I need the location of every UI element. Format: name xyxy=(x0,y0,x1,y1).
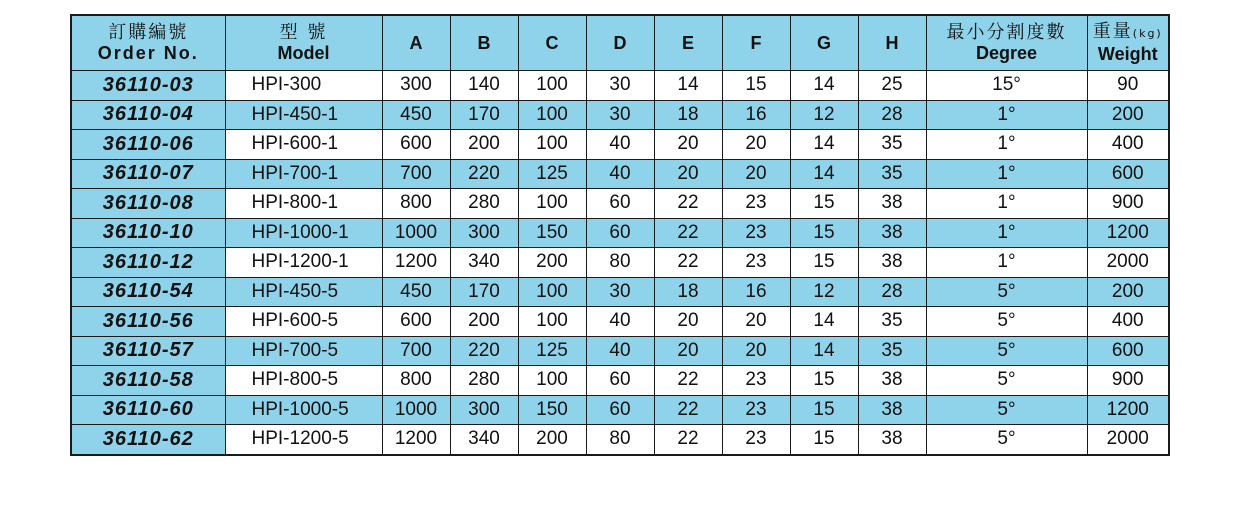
cell-order-no: 36110-08 xyxy=(71,189,225,219)
header-model-zh: 型 號 xyxy=(279,22,328,43)
cell-e: 22 xyxy=(654,395,722,425)
cell-degree: 1° xyxy=(926,218,1087,248)
cell-model: HPI-300 xyxy=(225,71,382,101)
cell-degree: 1° xyxy=(926,159,1087,189)
cell-c: 150 xyxy=(518,218,586,248)
header-weight xyxy=(1087,15,1169,71)
cell-f: 20 xyxy=(722,307,790,337)
cell-h: 38 xyxy=(858,189,926,219)
cell-a: 450 xyxy=(382,100,450,130)
cell-model: HPI-1200-5 xyxy=(225,425,382,455)
cell-order-no: 36110-54 xyxy=(71,277,225,307)
cell-degree: 1° xyxy=(926,248,1087,278)
cell-a: 600 xyxy=(382,130,450,160)
cell-a: 700 xyxy=(382,159,450,189)
cell-model: HPI-700-5 xyxy=(225,336,382,366)
header-model-en: Model xyxy=(277,43,330,63)
cell-a: 450 xyxy=(382,277,450,307)
table-row xyxy=(71,189,1169,219)
cell-a: 800 xyxy=(382,189,450,219)
cell-d: 60 xyxy=(586,189,654,219)
cell-g: 14 xyxy=(790,336,858,366)
cell-model: HPI-600-5 xyxy=(225,307,382,337)
cell-g: 15 xyxy=(790,218,858,248)
cell-b: 170 xyxy=(450,100,518,130)
table-body xyxy=(71,71,1169,455)
cell-e: 20 xyxy=(654,130,722,160)
header-weight-unit: (kg) xyxy=(1132,27,1163,40)
cell-g: 14 xyxy=(790,307,858,337)
cell-d: 60 xyxy=(586,366,654,396)
table-row xyxy=(71,159,1169,189)
cell-g: 14 xyxy=(790,130,858,160)
cell-b: 170 xyxy=(450,277,518,307)
cell-c: 100 xyxy=(518,71,586,101)
header-h: H xyxy=(858,15,926,71)
cell-g: 14 xyxy=(790,71,858,101)
header-order-en: Order No. xyxy=(97,43,199,63)
cell-d: 80 xyxy=(586,425,654,455)
header-order-no xyxy=(71,15,225,71)
cell-order-no: 36110-58 xyxy=(71,366,225,396)
table-row xyxy=(71,71,1169,101)
cell-a: 700 xyxy=(382,336,450,366)
cell-order-no: 36110-07 xyxy=(71,159,225,189)
cell-f: 16 xyxy=(722,100,790,130)
cell-a: 1000 xyxy=(382,395,450,425)
cell-model: HPI-450-5 xyxy=(225,277,382,307)
cell-e: 20 xyxy=(654,336,722,366)
cell-b: 300 xyxy=(450,395,518,425)
cell-f: 23 xyxy=(722,218,790,248)
cell-weight: 900 xyxy=(1087,366,1169,396)
cell-b: 200 xyxy=(450,307,518,337)
cell-weight: 400 xyxy=(1087,307,1169,337)
cell-f: 23 xyxy=(722,395,790,425)
header-b: B xyxy=(450,15,518,71)
header-weight-en: Weight xyxy=(1097,44,1158,64)
cell-c: 100 xyxy=(518,366,586,396)
cell-b: 140 xyxy=(450,71,518,101)
cell-model: HPI-800-1 xyxy=(225,189,382,219)
cell-c: 200 xyxy=(518,425,586,455)
cell-degree: 1° xyxy=(926,130,1087,160)
header-degree xyxy=(926,15,1087,71)
cell-h: 28 xyxy=(858,100,926,130)
cell-b: 280 xyxy=(450,366,518,396)
cell-b: 340 xyxy=(450,425,518,455)
table-row xyxy=(71,307,1169,337)
cell-c: 100 xyxy=(518,189,586,219)
cell-c: 100 xyxy=(518,307,586,337)
cell-h: 38 xyxy=(858,366,926,396)
cell-f: 23 xyxy=(722,425,790,455)
cell-b: 220 xyxy=(450,336,518,366)
cell-c: 125 xyxy=(518,336,586,366)
cell-weight: 2000 xyxy=(1087,425,1169,455)
table-header xyxy=(71,15,1169,71)
header-c: C xyxy=(518,15,586,71)
cell-h: 25 xyxy=(858,71,926,101)
cell-b: 300 xyxy=(450,218,518,248)
cell-h: 38 xyxy=(858,218,926,248)
cell-model: HPI-1200-1 xyxy=(225,248,382,278)
header-weight-zh-line xyxy=(1088,22,1169,44)
cell-a: 300 xyxy=(382,71,450,101)
spec-table xyxy=(70,14,1170,456)
header-f: F xyxy=(722,15,790,71)
header-weight-zh: 重量 xyxy=(1092,21,1133,42)
cell-b: 340 xyxy=(450,248,518,278)
cell-e: 22 xyxy=(654,425,722,455)
cell-weight: 2000 xyxy=(1087,248,1169,278)
cell-d: 60 xyxy=(586,218,654,248)
cell-d: 30 xyxy=(586,100,654,130)
cell-f: 23 xyxy=(722,189,790,219)
cell-weight: 900 xyxy=(1087,189,1169,219)
cell-order-no: 36110-04 xyxy=(71,100,225,130)
header-degree-en: Degree xyxy=(975,43,1038,63)
cell-b: 220 xyxy=(450,159,518,189)
cell-e: 22 xyxy=(654,366,722,396)
cell-h: 38 xyxy=(858,248,926,278)
cell-b: 200 xyxy=(450,130,518,160)
cell-h: 35 xyxy=(858,130,926,160)
cell-e: 22 xyxy=(654,218,722,248)
cell-model: HPI-1000-5 xyxy=(225,395,382,425)
cell-c: 125 xyxy=(518,159,586,189)
cell-h: 28 xyxy=(858,277,926,307)
table-row xyxy=(71,336,1169,366)
cell-f: 23 xyxy=(722,248,790,278)
cell-f: 20 xyxy=(722,159,790,189)
cell-g: 12 xyxy=(790,277,858,307)
cell-degree: 1° xyxy=(926,189,1087,219)
cell-g: 12 xyxy=(790,100,858,130)
cell-h: 35 xyxy=(858,336,926,366)
cell-h: 38 xyxy=(858,425,926,455)
cell-order-no: 36110-10 xyxy=(71,218,225,248)
cell-f: 20 xyxy=(722,130,790,160)
cell-f: 16 xyxy=(722,277,790,307)
cell-d: 30 xyxy=(586,71,654,101)
header-model xyxy=(225,15,382,71)
cell-c: 100 xyxy=(518,277,586,307)
cell-degree: 5° xyxy=(926,277,1087,307)
cell-order-no: 36110-56 xyxy=(71,307,225,337)
cell-f: 15 xyxy=(722,71,790,101)
table-row xyxy=(71,130,1169,160)
header-degree-zh: 最小分割度數 xyxy=(946,22,1067,43)
cell-e: 20 xyxy=(654,159,722,189)
header-d: D xyxy=(586,15,654,71)
cell-degree: 15° xyxy=(926,71,1087,101)
cell-e: 20 xyxy=(654,307,722,337)
cell-degree: 5° xyxy=(926,336,1087,366)
cell-weight: 400 xyxy=(1087,130,1169,160)
cell-weight: 600 xyxy=(1087,159,1169,189)
cell-order-no: 36110-62 xyxy=(71,425,225,455)
cell-g: 15 xyxy=(790,189,858,219)
header-e: E xyxy=(654,15,722,71)
cell-a: 1000 xyxy=(382,218,450,248)
cell-model: HPI-450-1 xyxy=(225,100,382,130)
header-row xyxy=(71,15,1169,71)
table-row xyxy=(71,277,1169,307)
cell-b: 280 xyxy=(450,189,518,219)
cell-d: 40 xyxy=(586,159,654,189)
cell-e: 18 xyxy=(654,277,722,307)
cell-d: 80 xyxy=(586,248,654,278)
cell-g: 14 xyxy=(790,159,858,189)
cell-order-no: 36110-57 xyxy=(71,336,225,366)
cell-h: 35 xyxy=(858,159,926,189)
cell-g: 15 xyxy=(790,248,858,278)
cell-d: 30 xyxy=(586,277,654,307)
table-row xyxy=(71,248,1169,278)
cell-a: 1200 xyxy=(382,425,450,455)
cell-weight: 90 xyxy=(1087,71,1169,101)
cell-h: 38 xyxy=(858,395,926,425)
cell-d: 60 xyxy=(586,395,654,425)
cell-degree: 5° xyxy=(926,307,1087,337)
cell-degree: 1° xyxy=(926,100,1087,130)
cell-g: 15 xyxy=(790,425,858,455)
cell-weight: 1200 xyxy=(1087,395,1169,425)
cell-degree: 5° xyxy=(926,366,1087,396)
cell-model: HPI-800-5 xyxy=(225,366,382,396)
cell-order-no: 36110-06 xyxy=(71,130,225,160)
header-g: G xyxy=(790,15,858,71)
cell-weight: 1200 xyxy=(1087,218,1169,248)
cell-c: 100 xyxy=(518,100,586,130)
cell-degree: 5° xyxy=(926,395,1087,425)
table-row xyxy=(71,395,1169,425)
cell-d: 40 xyxy=(586,130,654,160)
cell-h: 35 xyxy=(858,307,926,337)
cell-model: HPI-700-1 xyxy=(225,159,382,189)
cell-a: 600 xyxy=(382,307,450,337)
table-row xyxy=(71,366,1169,396)
cell-c: 100 xyxy=(518,130,586,160)
cell-model: HPI-1000-1 xyxy=(225,218,382,248)
cell-order-no: 36110-12 xyxy=(71,248,225,278)
cell-weight: 200 xyxy=(1087,277,1169,307)
table-row xyxy=(71,218,1169,248)
cell-e: 22 xyxy=(654,189,722,219)
header-a: A xyxy=(382,15,450,71)
cell-model: HPI-600-1 xyxy=(225,130,382,160)
cell-f: 23 xyxy=(722,366,790,396)
cell-g: 15 xyxy=(790,366,858,396)
cell-weight: 600 xyxy=(1087,336,1169,366)
cell-order-no: 36110-60 xyxy=(71,395,225,425)
cell-e: 22 xyxy=(654,248,722,278)
header-order-zh: 訂購編號 xyxy=(108,22,189,43)
cell-weight: 200 xyxy=(1087,100,1169,130)
cell-d: 40 xyxy=(586,307,654,337)
cell-f: 20 xyxy=(722,336,790,366)
cell-e: 18 xyxy=(654,100,722,130)
cell-order-no: 36110-03 xyxy=(71,71,225,101)
cell-degree: 5° xyxy=(926,425,1087,455)
cell-e: 14 xyxy=(654,71,722,101)
cell-g: 15 xyxy=(790,395,858,425)
cell-a: 1200 xyxy=(382,248,450,278)
cell-c: 200 xyxy=(518,248,586,278)
cell-d: 40 xyxy=(586,336,654,366)
cell-a: 800 xyxy=(382,366,450,396)
table-row xyxy=(71,425,1169,455)
cell-c: 150 xyxy=(518,395,586,425)
table-row xyxy=(71,100,1169,130)
